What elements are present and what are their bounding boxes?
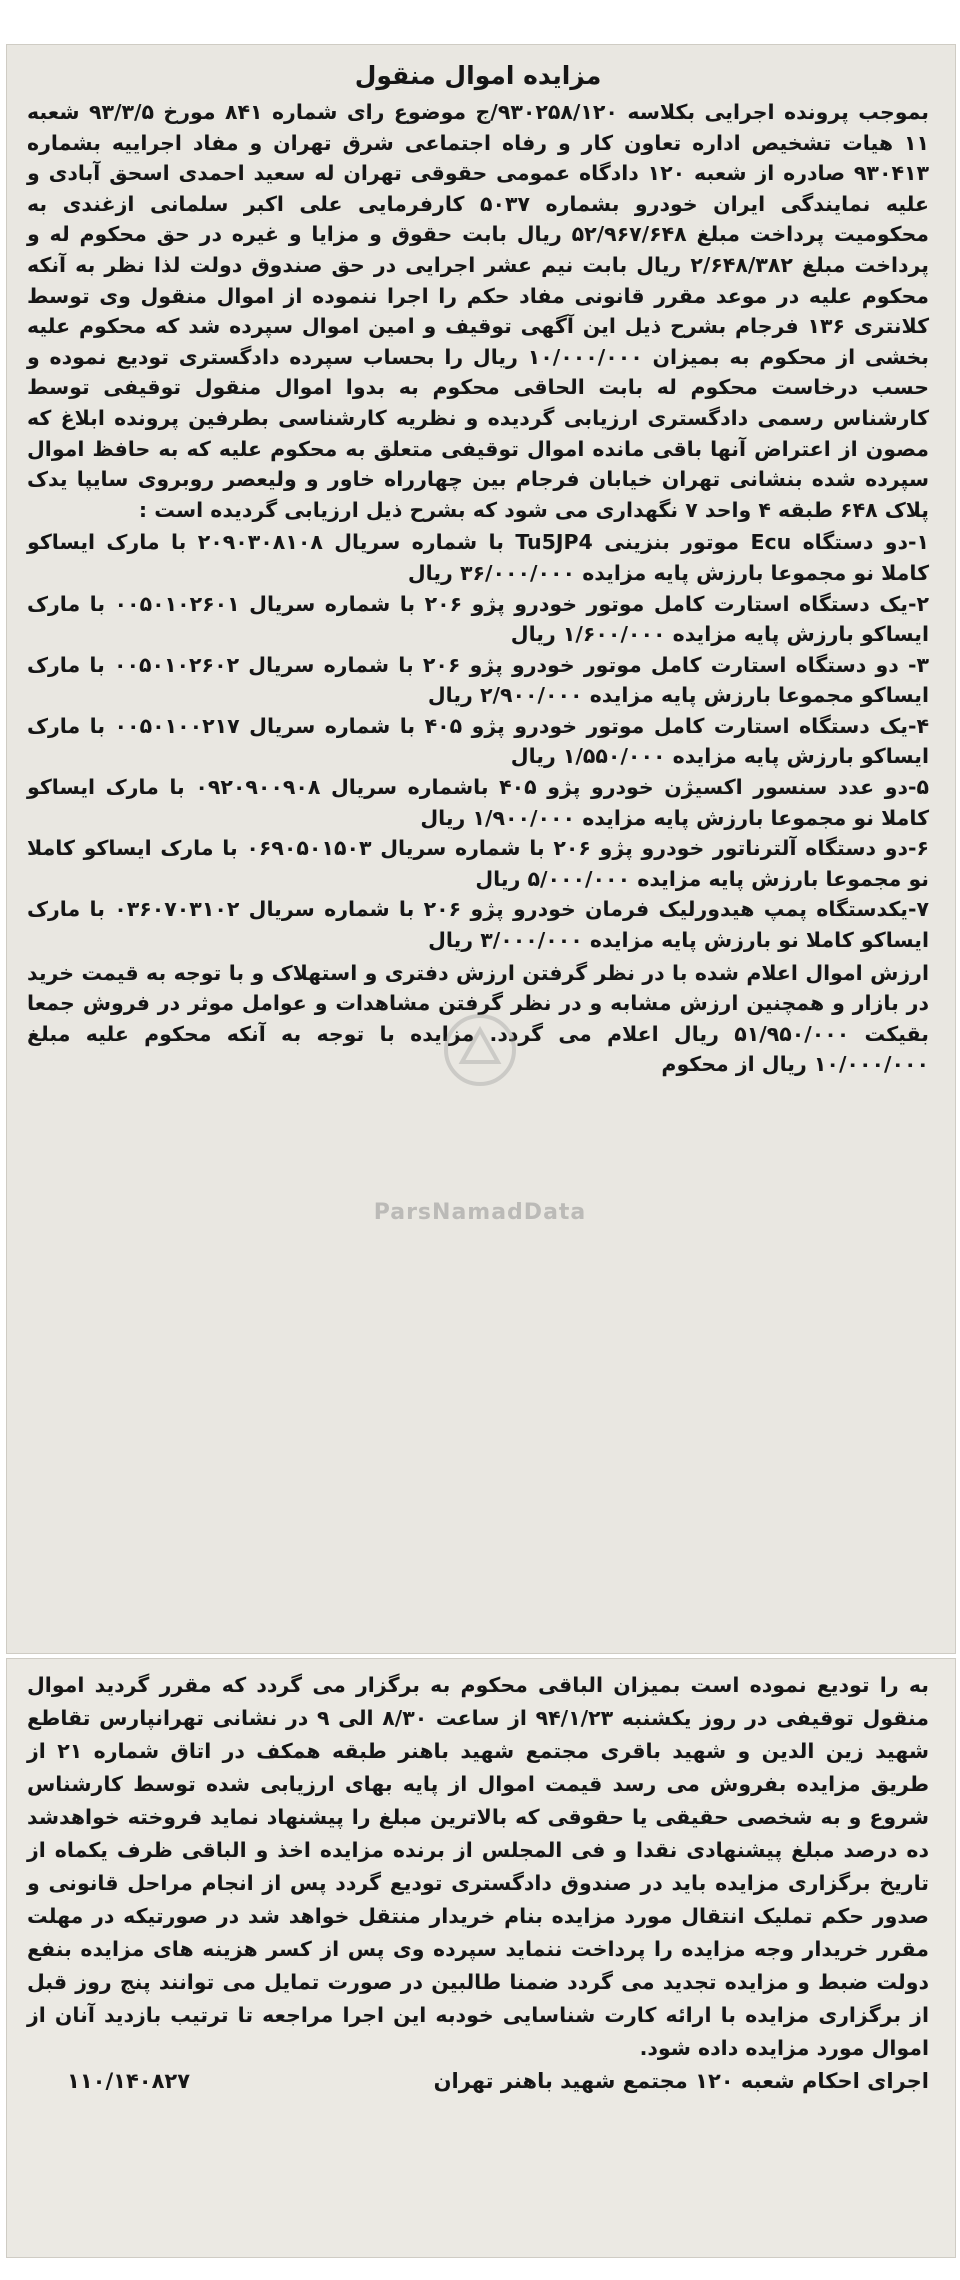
notice-title: مزایده اموال منقول [354, 61, 602, 90]
auction-item: ۵-دو عدد سنسور اکسیژن خودرو پژو ۴۰۵ باشماره سریال ۰۹۲۰۹۰۰۹۰۸ با مارک ایساکو کاملا نو مجموعا بارزش پایه مزایده ۱/۹۰۰/۰۰۰ ریال [27, 775, 930, 830]
footer-office: اجرای احکام شعبه ۱۲۰ مجتمع شهید باهنر تهران [433, 2069, 929, 2093]
footer-code: ۱۱۰/۱۴۰۸۲۷ [67, 2069, 191, 2093]
auction-item: ۶-دو دستگاه آلترناتور خودرو پژو ۲۰۶ با شماره سریال ۰۶۹۰۵۰۱۵۰۳ با مارک ایساکو کاملا نو مجموعا بارزش پایه مزایده ۵/۰۰۰/۰۰۰ ریال [27, 836, 930, 891]
valuation-paragraph: ارزش اموال اعلام شده با در نظر گرفتن ارزش دفتری و استهلاک و با توجه به قیمت خرید در بازار و همچنین ارزش مشابه و در نظر گرفتن مشاهدات و عوامل موثر در فروش جمعا بقیکت ۵۱/۹۵۰/۰۰۰ ریال اعلام می گردد. مزایده با توجه به آنکه محکوم علیه مبلغ ۱۰/۰۰۰/۰۰۰ ریال از محکوم [27, 960, 929, 1077]
auction-item: ۳- دو دستگاه استارت کامل موتور خودرو پژو ۲۰۶ با شماره سریال ۰۰۵۰۱۰۲۶۰۲ با مارک ایساکو مجموعا بارزش پایه مزایده ۲/۹۰۰/۰۰۰ ریال [27, 652, 929, 708]
notice-intro-paragraph: بموجب پرونده اجرایی بکلاسه ۹۳۰۲۵۸/۱۲۰/ج موضوع رای شماره ۸۴۱ مورخ ۹۳/۳/۵ شعبه ۱۱ هیات تشخیص اداره تعاون کار و رفاه اجتماعی شرق تهران و مفاد اجراییه بشماره ۹۳۰۴۱۳ صادره از شعبه ۱۲۰ دادگاه عمومی حقوقی تهران له سعید احمدی اسحق آبادی و علیه نمایندگی ایران خودرو بشماره ۵۰۳۷ کارفرمایی علی اکبر سلمانی ازغندی به محکومیت پرداخت مبلغ ۵۲/۹۶۷/۶۴۸ ریال بابت حقوق و مزایا و غیره در حق محکوم له و پرداخت مبلغ ۲/۶۴۸/۳۸۲ ریال بابت نیم عشر اجرایی در حق صندوق دولت لذا نظر به آنکه محکوم علیه در موعد مقرر قانونی مفاد حکم را اجرا ننموده از اموال منقول وی توسط کلانتری ۱۳۶ فرجام بشرح ذیل این آگهی توقیف و امین اموال سپرده شد که محکوم علیه بخشی از محکوم به بمیزان ۱۰/۰۰۰/۰۰۰ ریال را بحساب سپرده دادگستری تودیع نموده و حسب درخاست محکوم له بابت الحاقی محکوم به بدوا اموال منقول توقیفی توسط کارشناس رسمی دادگستری ارزیابی گردیده و نظریه کارشناسی بطرفین پرونده ابلاغ که مصون از اعتراض آنها باقی مانده اموال توقیفی متعلق به محکوم علیه که به حافظ اموال سپرده شده بنشانی تهران خیابان فرجام بین چهارراه خاور و ولیعصر روبروی سایپا یدک پلاک ۶۴۸ طبقه ۴ واحد ۷ نگهداری می شود که بشرح ذیل ارزیابی گردیده است : [27, 100, 930, 522]
auction-item: ۲-یک دستگاه استارت کامل موتور خودرو پژو ۲۰۶ با شماره سریال ۰۰۵۰۱۰۲۶۰۱ با مارک ایساکو بارزش پایه مزایده ۱/۶۰۰/۰۰۰ ریال [27, 591, 930, 647]
watermark-text: ParsNamadData [373, 1200, 587, 1225]
notice-clipping-bottom [6, 1658, 956, 2258]
watermark-logo-icon [440, 1010, 520, 1090]
auction-item: ۱-دو دستگاه Ecu موتور بنزینی Tu5JP4 با شماره سریال ۲۰۹۰۳۰۸۱۰۸ با مارک ایساکو کاملا نو مجموعا بارزش پایه مزایده ۳۶/۰۰۰/۰۰۰ ریال [27, 530, 929, 585]
notice-clipping-top [6, 44, 956, 1654]
continuation-paragraph: به را تودیع نموده است بمیزان الباقی محکوم به برگزار می گردد که مقرر گردید اموال منقول توقیفی در روز یکشنبه ۹۴/۱/۲۳ از ساعت ۸/۳۰ الی ۹ در نشانی تهرانپارس تقاطع شهید زین الدین و شهید باقری مجتمع شهید باهنر طبقه همکف در اتاق شماره ۲۱ از طریق مزایده بفروش می رسد قیمت اموال از پایه بهای ارزیابی شده توسط کارشناس شروع و به شخصی حقیقی یا حقوقی که بالاترین مبلغ را پیشنهاد نماید فروخته خواهدشد ده درصد مبلغ پیشنهادی نقدا و فی المجلس از برنده مزایده اخذ و الباقی ظرف یکماه از تاریخ برگزاری مزایده باید در صندوق دادگستری تودیع گردد پس از انجام مراحل قانونی و صدور حکم تملیک انتقال مورد مزایده بنام خریدار منتقل خواهد شد در صورتیکه در مهلت مقرر خریدار وجه مزایده را پرداخت ننماید سپرده وی پس از کسر هزینه های مزایده بنفع دولت ضبط و مزایده تجدید می گردد ضمنا طالبین در صورت تمایل می توانند پنج روز قبل از برگزاری مزایده با ارائه کارت شناسایی خودبه این اجرا مراجعه تا ترتیب بازدید آنان از اموال مورد مزایده داده شود. [27, 1673, 929, 2060]
auction-item: ۴-یک دستگاه استارت کامل موتور خودرو پژو ۴۰۵ با شماره سریال ۰۰۵۰۱۰۰۲۱۷ با مارک ایساکو بارزش پایه مزایده ۱/۵۵۰/۰۰۰ ریال [27, 713, 930, 769]
auction-item: ۷-یکدستگاه پمپ هیدورلیک فرمان خودرو پژو ۲۰۶ با شماره سریال ۰۳۶۰۷۰۳۱۰۲ با مارک ایساکو کاملا نو بارزش پایه مزایده ۳/۰۰۰/۰۰۰ ریال [27, 897, 929, 953]
notice-footer [27, 2069, 929, 2093]
auction-items-list [27, 527, 929, 955]
